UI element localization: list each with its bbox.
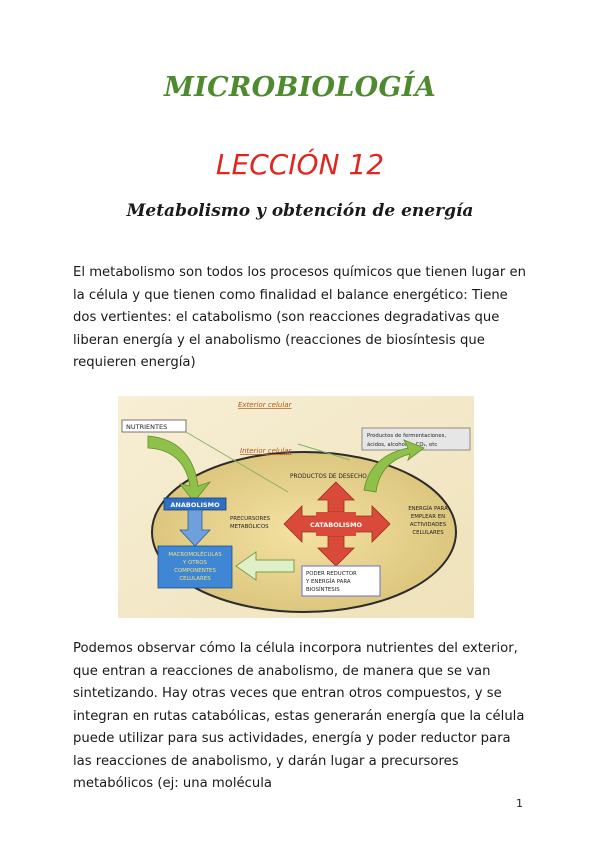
energy-label-4: CELULARES [412,530,444,536]
lesson-heading: LECCIÓN 12 [215,148,385,181]
energy-label-2: EMPLEAR EN [410,514,446,520]
precursors-label-2: METABÓLICOS [230,524,269,530]
macro-label-1: MACROMOLÉCULAS [168,552,222,558]
intro-paragraph: El metabolismo son todos los procesos químicos que tienen lugar en la célula y que tienen como finalidad el balance energético: Tiene dos vertientes: el catabolismo (son reacciones degradativas que liberan energía y el anabolismo (reacciones de biosíntesis que requieren energía) [73,265,526,370]
document-title: MICROBIOLOGÍA [164,72,436,103]
products-label-1: Productos de fermentaciones, [367,433,447,439]
reducing-label-1: PODER REDUCTOR [306,571,357,577]
macro-label-4: CELULARES [179,576,211,582]
interior-label: Interior celular [240,447,292,455]
products-label-2: ácidos, alcoholes, CO₂, etc [367,442,438,448]
catabolism-label: CATABOLISMO [310,521,362,529]
energy-label-3: ACTIVIDADES [409,522,447,528]
page-number: 1 [516,797,523,810]
waste-label: PRODUCTOS DE DESECHO [290,474,367,480]
explanation-paragraph: Podemos observar cómo la célula incorpora nutrientes del exterior, que entran a reacciones de anabolismo, de manera que se van sintetizando. Hay otras veces que entran otros compuestos, y se integran en rutas catabólicas, estas generarán energía que la célula puede utilizar para sus actividades, energía y poder reductor para las reacciones de anabolismo, y darán lugar a precursores metabólicos (ej: una molécula [73,641,525,791]
exterior-label: Exterior celular [238,401,292,409]
macro-label-2: Y OTROS [183,560,207,566]
metabolism-diagram [118,396,474,618]
reducing-label-3: BIOSÍNTESIS [306,587,340,593]
energy-label-1: ENERGÍA PARA [408,506,448,512]
precursors-label-1: PRECURSORES [230,516,271,522]
lesson-subtitle: Metabolismo y obtención de energía [126,201,474,221]
anabolism-label: ANABOLISMO [170,501,220,509]
macro-label-3: COMPONENTES [174,568,216,574]
reducing-label-2: Y ENERGÍA PARA [306,579,351,585]
nutrients-label: NUTRIENTES [126,423,168,431]
